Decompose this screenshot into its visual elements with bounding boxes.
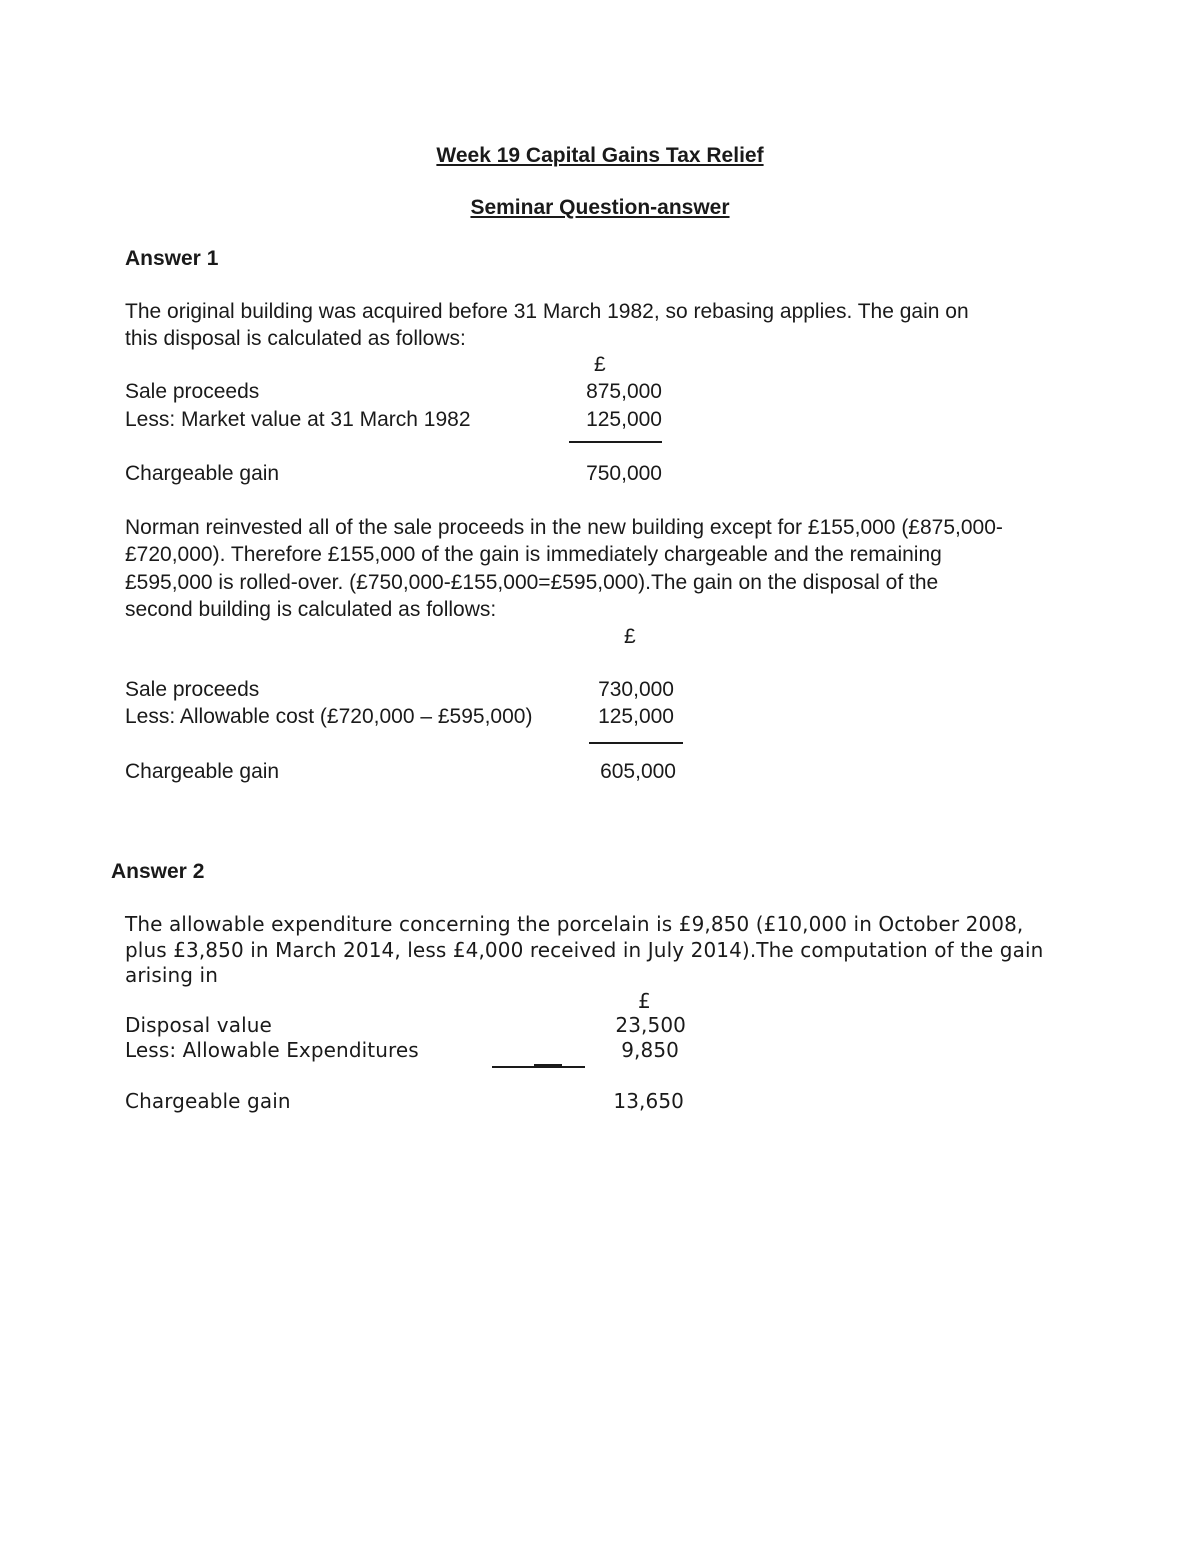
table1-currency-header: £ xyxy=(594,353,606,376)
answer1-para-line1: Norman reinvested all of the sale proceeds in the new building except for £155,000 (£875,000- xyxy=(125,516,1003,539)
answer1-para-line2: £720,000). Therefore £155,000 of the gain is immediately chargeable and the remaining xyxy=(125,543,942,566)
table2-total-value: 605,000 xyxy=(600,760,676,783)
table3-row2-value: 9,850 xyxy=(621,1038,679,1062)
table3-currency-header: £ xyxy=(638,989,651,1013)
answer1-intro-line1: The original building was acquired before 31 March 1982, so rebasing applies. The gain on xyxy=(125,300,969,323)
table2-currency-header: £ xyxy=(624,625,636,648)
document-subtitle: Seminar Question-answer xyxy=(470,196,730,219)
table1-row1-label: Sale proceeds xyxy=(125,380,260,403)
answer1-heading: Answer 1 xyxy=(125,247,219,270)
table1-row2-value: 125,000 xyxy=(586,408,662,431)
table1-total-label: Chargeable gain xyxy=(125,462,280,485)
document-title: Week 19 Capital Gains Tax Relief xyxy=(436,144,764,167)
answer2-heading: Answer 2 xyxy=(111,860,205,883)
answer1-intro-line2: this disposal is calculated as follows: xyxy=(125,327,466,350)
table3-row1-value: 23,500 xyxy=(615,1013,686,1037)
answer2-intro-line1: The allowable expenditure concerning the porcelain is £9,850 (£10,000 in October 2008, xyxy=(125,912,1024,936)
table1-row2-label: Less: Market value at 31 March 1982 xyxy=(125,408,471,431)
table3-row2-label: Less: Allowable Expenditures xyxy=(125,1038,419,1062)
table1-row1-value: 875,000 xyxy=(586,380,662,403)
table2-row2-label: Less: Allowable cost (£720,000 – £595,000) xyxy=(125,705,533,728)
table2-total-rule xyxy=(589,742,683,744)
table3-total-value: 13,650 xyxy=(613,1089,684,1113)
table3-row1-label: Disposal value xyxy=(125,1013,272,1037)
table1-total-value: 750,000 xyxy=(586,462,662,485)
table3-total-label: Chargeable gain xyxy=(125,1089,291,1113)
table2-row2-value: 125,000 xyxy=(598,705,674,728)
table2-row1-value: 730,000 xyxy=(598,678,674,701)
answer2-intro-line2: plus £3,850 in March 2014, less £4,000 received in July 2014).The computation of the gain xyxy=(125,938,1044,962)
answer1-para-line3: £595,000 is rolled-over. (£750,000-£155,000=£595,000).The gain on the disposal of the xyxy=(125,571,939,594)
answer2-intro-line3: arising in xyxy=(125,963,218,987)
table1-total-rule xyxy=(569,441,662,443)
answer1-para-line4: second building is calculated as follows: xyxy=(125,598,497,621)
table3-total-rule xyxy=(492,1066,585,1068)
table2-total-label: Chargeable gain xyxy=(125,760,280,783)
table3-total-rule-mark xyxy=(534,1064,562,1066)
table2-row1-label: Sale proceeds xyxy=(125,678,260,701)
